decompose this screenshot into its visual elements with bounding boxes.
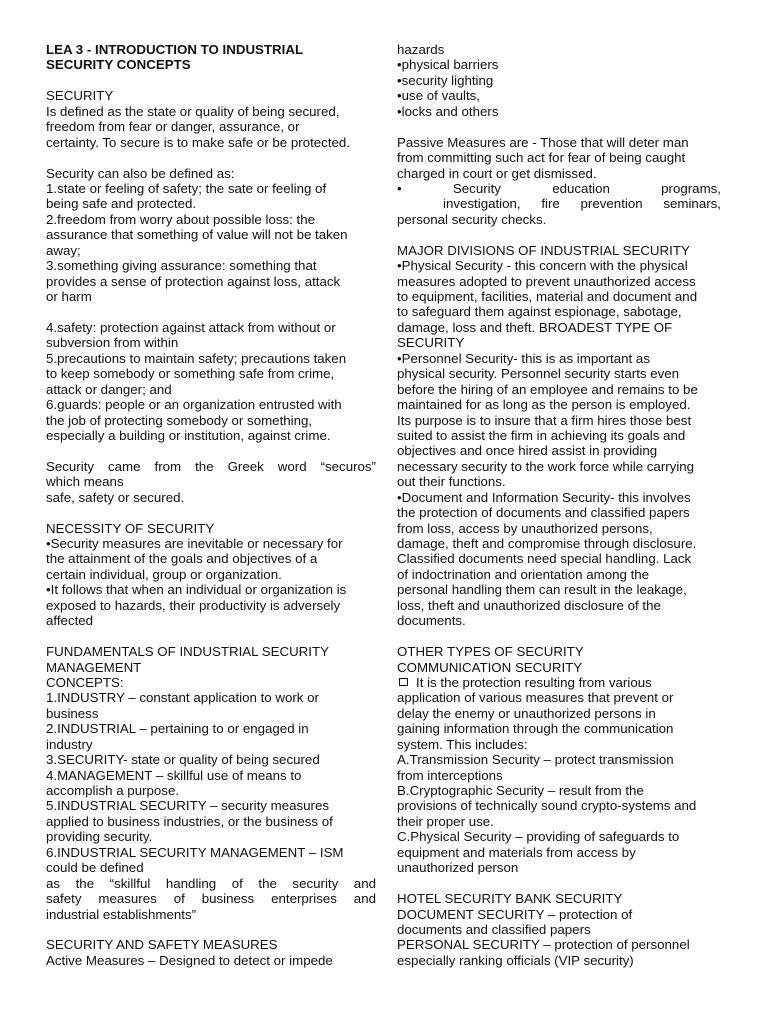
text-line: as the “skillful handling of the security and	[46, 875, 376, 891]
text-line: delay the enemy or unauthorized persons in	[397, 705, 656, 721]
text-line: measures adopted to prevent unauthorized access	[397, 273, 696, 289]
text-line: especially ranking officials (VIP security)	[397, 952, 634, 968]
blank-line	[46, 922, 376, 937]
text-line: 1.INDUSTRY – constant application to work or	[46, 690, 319, 706]
text-line: to keep somebody or something safe from crime,	[46, 366, 335, 382]
text-line: industry	[46, 736, 93, 752]
text-line: •use of vaults,	[397, 88, 481, 104]
blank-line	[46, 629, 376, 644]
text-line: SECURITY	[397, 335, 465, 351]
text-line: 5.precautions to maintain safety; precautions taken	[46, 350, 347, 366]
text-line: providing security.	[46, 829, 153, 845]
text-line: hazards	[397, 42, 445, 57]
text-line: before the hiring of an employee and remains to be	[397, 381, 698, 397]
text-line: NECESSITY OF SECURITY	[46, 520, 215, 536]
text-line: B.Cryptographic Security – result from the	[397, 783, 644, 798]
text-line: 2.INDUSTRIAL – pertaining to or engaged in	[46, 721, 309, 737]
text-line: affected	[46, 613, 94, 629]
text-line: Security came from the Greek word “securos”	[46, 458, 376, 474]
blank-line	[397, 119, 721, 134]
text-line: the attainment of the goals and objectives of a	[46, 551, 318, 567]
text-line: the protection of documents and classified papers	[397, 505, 690, 521]
text-line: attack or danger; and	[46, 381, 172, 397]
text-line: •It follows that when an individual or organization is	[46, 582, 347, 598]
text-line: FUNDAMENTALS OF INDUSTRIAL SECURITY	[46, 644, 329, 660]
text-line: documents and classified papers	[397, 921, 591, 937]
text-line: 6.guards: people or an organization entrusted with	[46, 397, 342, 413]
text-line: certainty. To secure is to make safe or be protected.	[46, 134, 351, 150]
text-line: personal handling them can result in the leakage,	[397, 582, 687, 598]
blank-line	[46, 304, 376, 319]
text-line: industrial establishments”	[46, 906, 197, 922]
text-line: assurance that something of value will not be taken	[46, 227, 348, 243]
blank-line	[397, 227, 721, 242]
text-line: certain individual, group or organization.	[46, 566, 282, 582]
text-line: system. This includes:	[397, 736, 528, 752]
text-line: necessary security to the work force while carrying	[397, 458, 695, 474]
blank-line	[46, 443, 376, 458]
text-line: Its purpose is to insure that a firm hires those best	[397, 412, 692, 428]
text-line: •Physical Security - this concern with the physical	[397, 258, 688, 274]
right-column	[397, 42, 721, 968]
text-line: personal security checks.	[397, 211, 547, 227]
text-line: HOTEL SECURITY BANK SECURITY	[397, 891, 623, 907]
text-line: 4.safety: protection against attack from without or	[46, 319, 336, 335]
text-line: of indoctrination and orientation among the	[397, 566, 650, 582]
square-bullet-icon	[399, 678, 408, 686]
text-line: MANAGEMENT	[46, 659, 142, 675]
text-line: especially a building or institution, against crime.	[46, 427, 331, 443]
blank-line	[397, 629, 721, 644]
text-line: Security can also be defined as:	[46, 165, 235, 181]
text-line	[397, 675, 721, 690]
text-line: from interceptions	[397, 767, 503, 783]
text-line: 2.freedom from worry about possible loss: the	[46, 211, 316, 227]
text-line: from committing such act for fear of being caught	[397, 150, 686, 166]
text-line: Passive Measures are - Those that will deter man	[397, 134, 689, 150]
text-line: safe, safety or secured.	[46, 489, 185, 505]
text-line: their proper use.	[397, 813, 494, 829]
text-line: application of various measures that prevent or	[397, 690, 674, 706]
text-line: SECURITY	[46, 88, 114, 104]
blank-line	[46, 150, 376, 165]
text-line: DOCUMENT SECURITY – protection of	[397, 906, 633, 922]
text-line: 1.state or feeling of safety; the sate or feeling of	[46, 180, 327, 196]
text-line: OTHER TYPES OF SECURITY	[397, 644, 584, 660]
text-line: exposed to hazards, their productivity is adversely	[46, 597, 341, 613]
text-line: documents.	[397, 613, 466, 629]
text-line: applied to business industries, or the business of	[46, 813, 333, 829]
text-line: 3.SECURITY- state or quality of being secured	[46, 752, 320, 768]
text-line: damage, theft and compromise through disclosure.	[397, 536, 697, 551]
text-line: • Security education programs,	[397, 180, 721, 196]
text-line: SECURITY AND SAFETY MEASURES	[46, 937, 278, 953]
text-line: •Document and Information Security- this involves	[397, 489, 691, 505]
text-line: MAJOR DIVISIONS OF INDUSTRIAL SECURITY	[397, 242, 690, 258]
text-line: which means	[46, 474, 124, 490]
text-line: •security lighting	[397, 72, 494, 88]
text-line: equipment and materials from access by	[397, 844, 636, 860]
text-line: •locks and others	[397, 103, 499, 119]
text-line: COMMUNICATION SECURITY	[397, 659, 583, 675]
text-line: 5.INDUSTRIAL SECURITY – security measures	[46, 798, 330, 814]
text-line: objectives and once hired assist in providing	[397, 443, 658, 459]
document-title-line: SECURITY CONCEPTS	[46, 57, 191, 73]
text-line: freedom from fear or danger, assurance, or	[46, 119, 300, 135]
text-line: physical security. Personnel security starts even	[397, 366, 680, 382]
text-line-content: It is the protection resulting from various	[416, 674, 652, 690]
document-title-line: LEA 3 - INTRODUCTION TO INDUSTRIAL	[46, 42, 304, 57]
text-line: unauthorized person	[397, 860, 519, 876]
text-line: investigation, fire prevention seminars,	[443, 196, 721, 212]
text-line: Classified documents need special handling. Lack	[397, 551, 692, 567]
text-line: provides a sense of protection against loss, attack	[46, 273, 341, 289]
text-line: out their functions.	[397, 474, 506, 490]
text-line: to safeguard them against espionage, sabotage,	[397, 304, 682, 320]
text-line: business	[46, 705, 99, 721]
left-column	[46, 42, 376, 968]
text-line: from loss, access by unauthorized persons,	[397, 520, 653, 536]
text-line: •Security measures are inevitable or necessary for	[46, 536, 343, 551]
text-line: •Personnel Security- this is as important as	[397, 350, 650, 366]
text-line: 6.INDUSTRIAL SECURITY MANAGEMENT – ISM	[46, 844, 344, 860]
text-line: to equipment, facilities, material and document and	[397, 289, 698, 304]
blank-line	[46, 73, 376, 88]
text-line: loss, theft and unauthorized disclosure of the	[397, 597, 661, 613]
text-line: the job of protecting somebody or something,	[46, 412, 313, 428]
text-line: subversion from within	[46, 335, 179, 351]
text-line: maintained for as long as the person is employed.	[397, 397, 691, 413]
text-line: 4.MANAGEMENT – skillful use of means to	[46, 767, 302, 783]
text-line: CONCEPTS:	[46, 674, 124, 690]
text-line: C.Physical Security – providing of safeguards to	[397, 829, 680, 845]
blank-line	[397, 876, 721, 891]
text-line: Is defined as the state or quality of being secured,	[46, 103, 340, 119]
text-line: charged in court or get dismissed.	[397, 165, 597, 181]
text-line: away;	[46, 242, 81, 258]
blank-line	[46, 505, 376, 520]
text-line: •physical barriers	[397, 57, 499, 73]
text-line: gaining information through the communication	[397, 721, 674, 737]
text-line: could be defined	[46, 860, 144, 876]
text-line: 3.something giving assurance: something that	[46, 258, 317, 274]
text-line: suited to assist the firm in achieving its goals and	[397, 427, 686, 443]
text-line: PERSONAL SECURITY – protection of personnel	[397, 937, 690, 953]
text-line: provisions of technically sound crypto-systems and	[397, 798, 697, 814]
text-line: damage, loss and theft. BROADEST TYPE OF	[397, 319, 673, 335]
text-line: accomplish a purpose.	[46, 783, 180, 798]
text-line: or harm	[46, 289, 92, 304]
text-line: being safe and protected.	[46, 196, 197, 212]
text-line: A.Transmission Security – protect transmission	[397, 752, 674, 768]
text-line: safety measures of business enterprises and	[46, 891, 376, 907]
text-line: Active Measures – Designed to detect or impede	[46, 952, 333, 968]
